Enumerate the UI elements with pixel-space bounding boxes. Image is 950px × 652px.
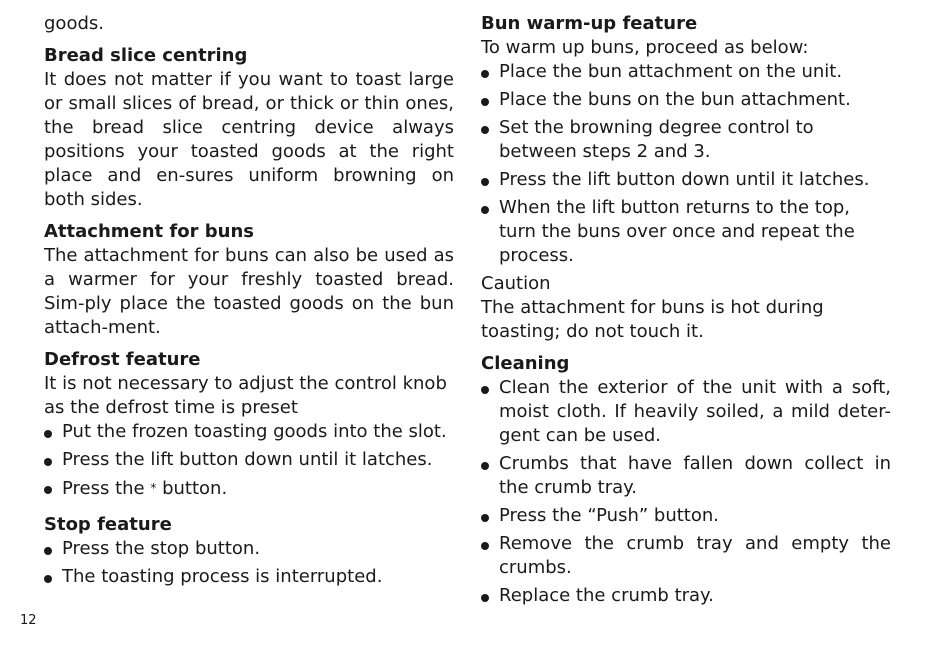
buns-heading: Attachment for buns (44, 221, 254, 242)
bullet-icon (481, 514, 489, 522)
list-item (481, 168, 891, 192)
right-column (481, 12, 891, 612)
list-item (44, 448, 454, 472)
bullet-icon (481, 206, 489, 214)
intro-text: goods. (44, 13, 104, 34)
page-number: 12 (20, 613, 37, 628)
list-item-text: The toasting process is interrupted. (62, 566, 383, 587)
list-item (44, 565, 454, 589)
list-item-text: Place the bun attachment on the unit. (499, 61, 843, 82)
centring-text: It does not matter if you want to toast large or small slices of bread, or thick or thin ones, the bread slice centring device always positions your toasted goods at the right place and en-sures uniform browning on both sides. (44, 69, 454, 210)
list-item (481, 532, 891, 580)
cleaning-heading: Cleaning (481, 353, 570, 374)
list-item-text: Press the “Push” button. (499, 505, 719, 526)
bullet-icon (481, 126, 489, 134)
defrost-text: It is not necessary to adjust the control knob as the defrost time is preset (44, 373, 447, 418)
bullet-icon (481, 70, 489, 78)
list-item-text: Remove the crumb tray and empty the crumbs. (499, 533, 891, 578)
list-item (481, 452, 891, 500)
buns-text: The attachment for buns can also be used as a warmer for your freshly toasted bread. Sim-ply place the toasted goods on the bun attach-ment. (44, 245, 454, 338)
list-item-text: Place the buns on the bun attachment. (499, 89, 851, 110)
list-item-text: Replace the crumb tray. (499, 585, 714, 606)
list-item (481, 88, 891, 112)
list-item-text: Put the frozen toasting goods into the slot. (62, 421, 447, 442)
bullet-icon (481, 386, 489, 394)
bullet-icon (44, 575, 52, 583)
centring-heading: Bread slice centring (44, 45, 248, 66)
list-item-text: Press the lift button down until it latches. (499, 169, 870, 190)
caution-text: The attachment for buns is hot during toasting; do not touch it. (481, 297, 824, 342)
list-item (481, 196, 891, 268)
defrost-heading: Defrost feature (44, 349, 201, 370)
bullet-icon (44, 458, 52, 466)
bullet-icon (481, 98, 489, 106)
defrost-list (44, 420, 454, 501)
list-item (44, 537, 454, 561)
warmup-text: To warm up buns, proceed as below: (481, 37, 809, 58)
list-item (481, 376, 891, 448)
list-item (44, 476, 454, 501)
list-item-text: Press the stop button. (62, 538, 261, 559)
list-item-text: Press the lift button down until it latches. (62, 449, 433, 470)
left-column (44, 12, 454, 593)
list-item-text-suffix: button. (156, 478, 228, 499)
bullet-icon (44, 486, 52, 494)
bullet-icon (481, 462, 489, 470)
warmup-list (481, 60, 891, 268)
bullet-icon (44, 547, 52, 555)
list-item (481, 504, 891, 528)
list-item-text: Press the (62, 478, 145, 499)
bullet-icon (481, 594, 489, 602)
bullet-icon (481, 542, 489, 550)
cleaning-list (481, 376, 891, 608)
list-item (481, 116, 891, 164)
list-item-text: Set the browning degree control to between steps 2 and 3. (499, 117, 814, 162)
list-item (44, 420, 454, 444)
stop-list (44, 537, 454, 589)
list-item (481, 60, 891, 84)
star-icon: * (150, 481, 157, 495)
warmup-heading: Bun warm-up feature (481, 13, 698, 34)
list-item-text: When the lift button returns to the top, turn the buns over once and repeat the process. (499, 197, 855, 266)
bullet-icon (481, 178, 489, 186)
list-item (481, 584, 891, 608)
list-item-text: Clean the exterior of the unit with a soft, moist cloth. If heavily soiled, a mild deter-gent can be used. (499, 377, 891, 446)
list-item-text: Crumbs that have fallen down collect in the crumb tray. (499, 453, 891, 498)
stop-heading: Stop feature (44, 514, 172, 535)
bullet-icon (44, 430, 52, 438)
caution-heading: Caution (481, 273, 551, 294)
